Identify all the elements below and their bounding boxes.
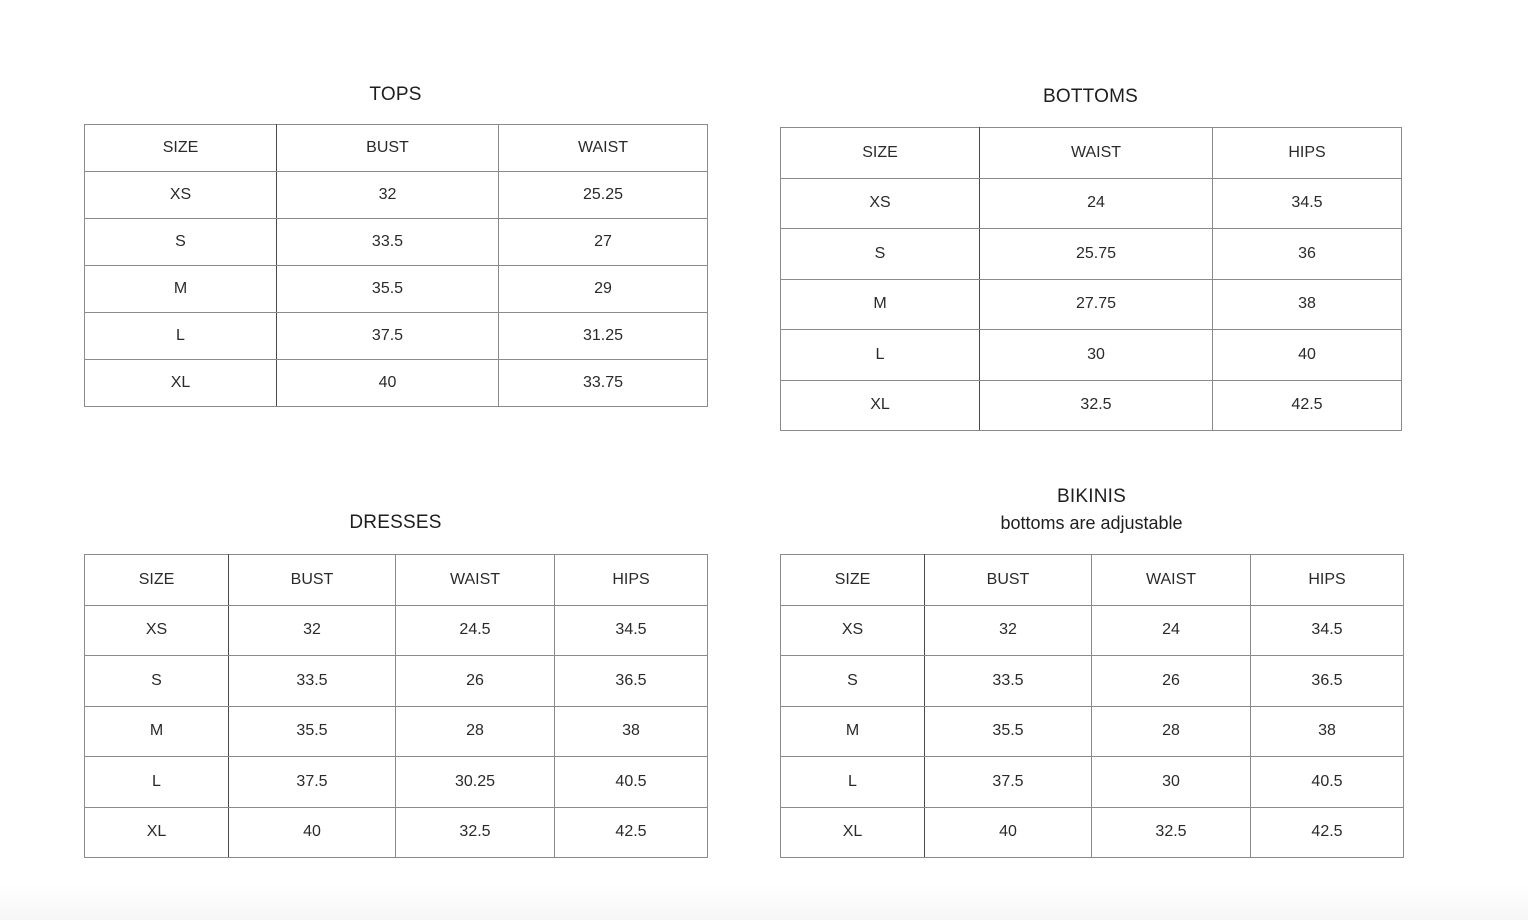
header-cell: BUST: [229, 555, 396, 606]
table-cell: 32.5: [1092, 807, 1251, 858]
table-cell: 30.25: [396, 757, 555, 808]
size-cell: M: [781, 706, 925, 757]
size-cell: M: [85, 706, 229, 757]
table-row: [85, 656, 708, 707]
table-cell: 32: [229, 605, 396, 656]
table-row: [85, 266, 708, 313]
header-cell: SIZE: [85, 555, 229, 606]
header-cell: SIZE: [781, 555, 925, 606]
size-cell: XS: [781, 605, 925, 656]
table-cell: 26: [1092, 656, 1251, 707]
dresses-table-body: [85, 555, 708, 858]
size-cell: S: [781, 656, 925, 707]
size-cell: XS: [85, 605, 229, 656]
tops-size-table: [84, 124, 708, 407]
bottoms-size-table: [780, 127, 1402, 431]
size-cell: XL: [781, 807, 925, 858]
table-cell: 36.5: [1251, 656, 1404, 707]
table-row: [85, 219, 708, 266]
tops-title: TOPS: [369, 84, 422, 105]
size-cell: XL: [85, 807, 229, 858]
header-cell: BUST: [925, 555, 1092, 606]
bikinis-table-body: [781, 555, 1404, 858]
bikinis-subtitle: bottoms are adjustable: [1000, 513, 1183, 533]
table-cell: 35.5: [277, 266, 499, 313]
table-cell: 27.75: [980, 279, 1213, 330]
size-cell: XL: [781, 380, 980, 431]
table-cell: 40.5: [555, 757, 708, 808]
table-cell: 35.5: [229, 706, 396, 757]
header-cell: HIPS: [1251, 555, 1404, 606]
table-cell: 32: [925, 605, 1092, 656]
table-cell: 42.5: [1251, 807, 1404, 858]
table-cell: 28: [1092, 706, 1251, 757]
table-cell: 42.5: [1213, 380, 1402, 431]
header-cell: WAIST: [1092, 555, 1251, 606]
size-cell: L: [85, 313, 277, 360]
table-row: [781, 229, 1402, 280]
header-cell: HIPS: [1213, 128, 1402, 179]
table-cell: 40: [229, 807, 396, 858]
size-cell: S: [85, 656, 229, 707]
table-cell: 34.5: [555, 605, 708, 656]
table-row: [781, 757, 1404, 808]
table-cell: 25.25: [499, 172, 708, 219]
table-cell: 38: [1251, 706, 1404, 757]
table-cell: 35.5: [925, 706, 1092, 757]
header-cell: BUST: [277, 125, 499, 172]
header-cell: HIPS: [555, 555, 708, 606]
dresses-title: DRESSES: [349, 512, 442, 533]
table-cell: 30: [980, 330, 1213, 381]
table-row: [85, 172, 708, 219]
table-row: [781, 807, 1404, 858]
table-cell: 34.5: [1251, 605, 1404, 656]
table-cell: 26: [396, 656, 555, 707]
header-cell: WAIST: [396, 555, 555, 606]
table-row: [781, 330, 1402, 381]
table-row: [781, 380, 1402, 431]
table-cell: 29: [499, 266, 708, 313]
table-row: [781, 706, 1404, 757]
table-cell: 33.5: [925, 656, 1092, 707]
table-row: [781, 656, 1404, 707]
table-cell: 36.5: [555, 656, 708, 707]
table-cell: 40: [277, 360, 499, 407]
table-cell: 37.5: [277, 313, 499, 360]
table-row: [85, 605, 708, 656]
table-cell: 33.75: [499, 360, 708, 407]
table-row: [85, 807, 708, 858]
size-cell: S: [781, 229, 980, 280]
header-cell: SIZE: [781, 128, 980, 179]
bikinis-size-table: [780, 554, 1404, 858]
table-cell: 25.75: [980, 229, 1213, 280]
size-cell: XS: [85, 172, 277, 219]
table-row: [781, 605, 1404, 656]
dresses-size-table: [84, 554, 708, 858]
table-cell: 32: [277, 172, 499, 219]
size-cell: M: [781, 279, 980, 330]
table-cell: 34.5: [1213, 178, 1402, 229]
bottoms-title: BOTTOMS: [1043, 86, 1138, 107]
table-cell: 33.5: [277, 219, 499, 266]
table-cell: 31.25: [499, 313, 708, 360]
table-cell: 30: [1092, 757, 1251, 808]
table-row: [85, 706, 708, 757]
tops-table-body: [85, 125, 708, 407]
table-cell: 24: [980, 178, 1213, 229]
size-cell: L: [85, 757, 229, 808]
size-cell: L: [781, 757, 925, 808]
header-cell: WAIST: [499, 125, 708, 172]
table-cell: 28: [396, 706, 555, 757]
bottoms-table-body: [781, 128, 1402, 431]
size-cell: S: [85, 219, 277, 266]
table-row: [85, 360, 708, 407]
table-cell: 36: [1213, 229, 1402, 280]
page-bottom-shade: [0, 884, 1528, 920]
size-cell: L: [781, 330, 980, 381]
table-header-row: [781, 555, 1404, 606]
table-cell: 40: [925, 807, 1092, 858]
table-cell: 42.5: [555, 807, 708, 858]
size-cell: XL: [85, 360, 277, 407]
table-row: [781, 279, 1402, 330]
table-header-row: [85, 125, 708, 172]
table-cell: 37.5: [229, 757, 396, 808]
size-cell: XS: [781, 178, 980, 229]
table-cell: 40.5: [1251, 757, 1404, 808]
table-cell: 38: [1213, 279, 1402, 330]
table-cell: 33.5: [229, 656, 396, 707]
table-header-row: [781, 128, 1402, 179]
header-cell: WAIST: [980, 128, 1213, 179]
bikinis-title: BIKINIS: [1057, 486, 1126, 507]
table-cell: 38: [555, 706, 708, 757]
table-cell: 32.5: [980, 380, 1213, 431]
table-cell: 24: [1092, 605, 1251, 656]
table-cell: 37.5: [925, 757, 1092, 808]
size-cell: M: [85, 266, 277, 313]
table-cell: 24.5: [396, 605, 555, 656]
table-cell: 32.5: [396, 807, 555, 858]
table-row: [781, 178, 1402, 229]
table-row: [85, 757, 708, 808]
table-cell: 40: [1213, 330, 1402, 381]
table-row: [85, 313, 708, 360]
table-cell: 27: [499, 219, 708, 266]
table-header-row: [85, 555, 708, 606]
header-cell: SIZE: [85, 125, 277, 172]
